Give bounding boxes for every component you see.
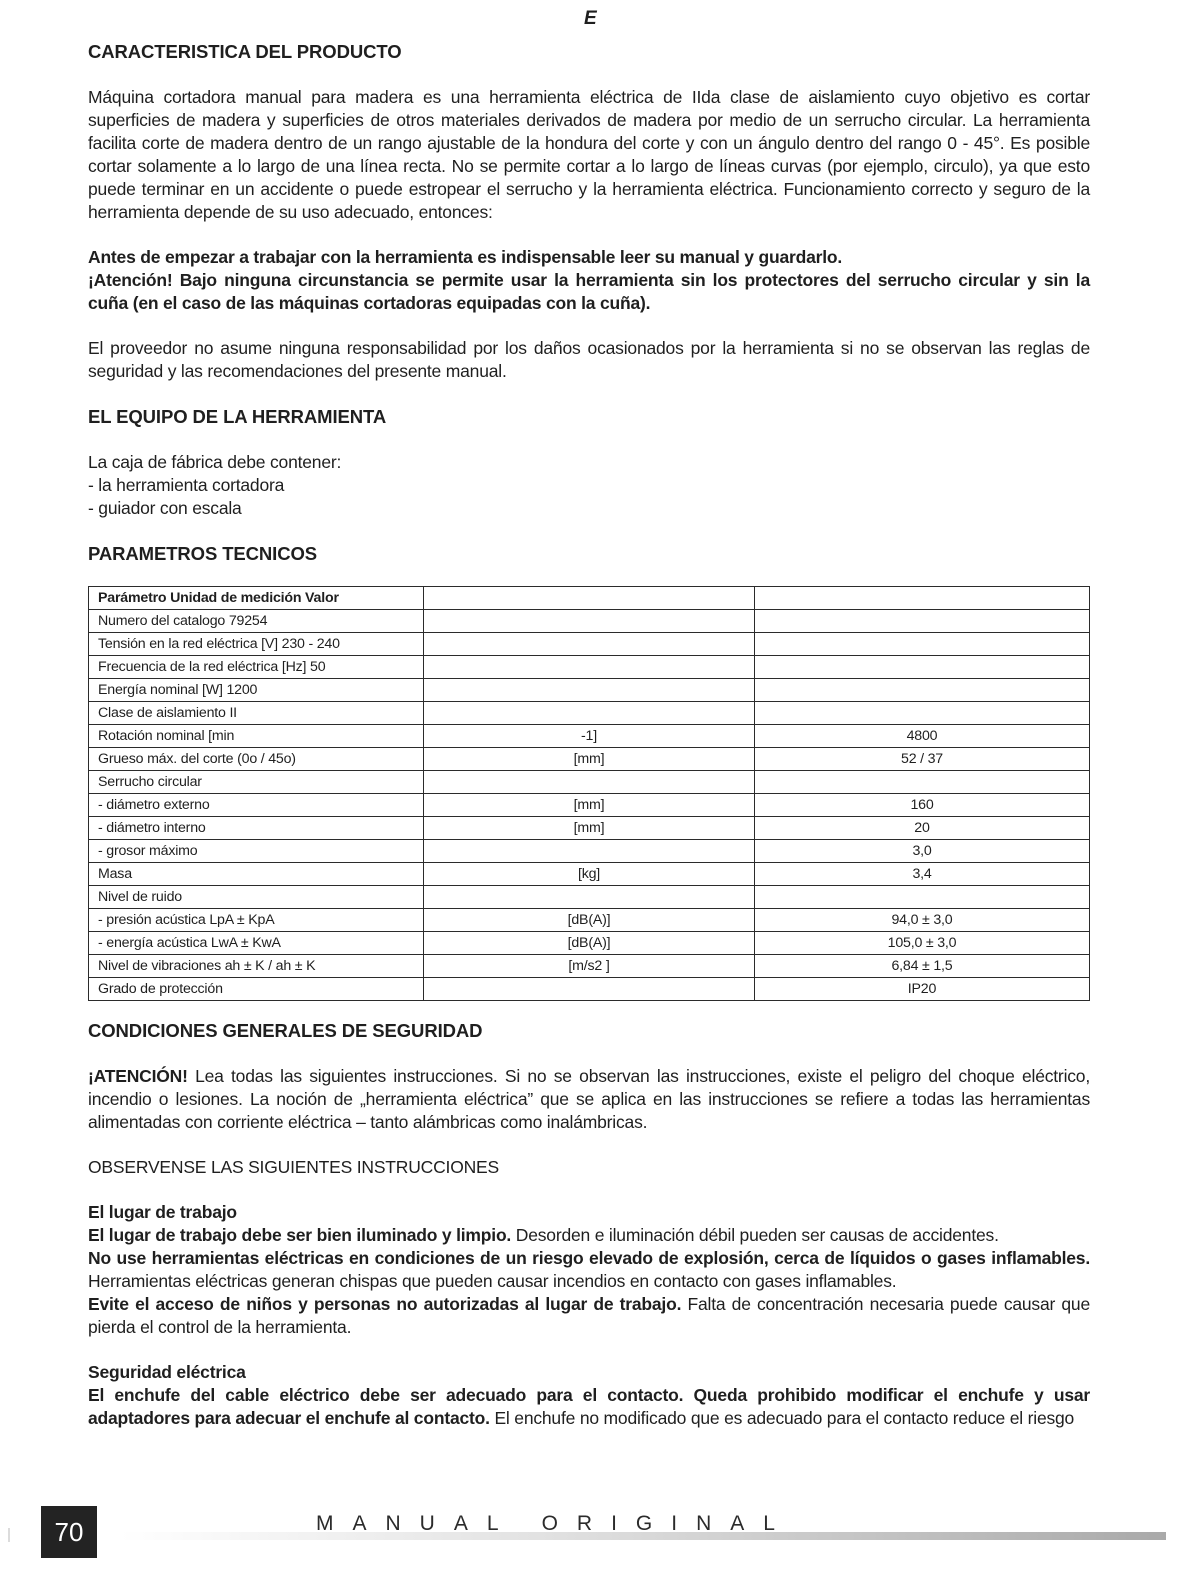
parameter-cell: Energía nominal [W] 1200	[89, 679, 424, 702]
workplace-title: El lugar de trabajo	[88, 1202, 237, 1222]
workplace-rule-3-bold: Evite el acceso de niños y personas no autorizadas al lugar de trabajo.	[88, 1294, 682, 1314]
value-cell	[755, 610, 1090, 633]
attention-paragraph	[88, 1065, 1090, 1134]
parameter-cell: - energía acústica LwA ± KwA	[89, 932, 424, 955]
workplace-rule-3-text: Falta de concentración necesaria puede causar que pierda el control de la herramienta.	[88, 1294, 1090, 1337]
section-heading-parameters: PARAMETROS TECNICOS	[88, 543, 318, 564]
table-row	[89, 794, 1090, 817]
electric-rule-1	[88, 1384, 1090, 1430]
parameter-cell: - presión acústica LpA ± KpA	[89, 909, 424, 932]
electric-rule-1-text: El enchufe no modificado que es adecuado para el contacto reduce el riesgo	[489, 1408, 1075, 1428]
technical-parameters-table	[88, 586, 1090, 1001]
value-cell: 3,4	[755, 863, 1090, 886]
workplace-rule-1-bold: El lugar de trabajo debe ser bien iluminado y limpio.	[88, 1225, 512, 1245]
value-cell	[755, 587, 1090, 610]
parameter-cell: Frecuencia de la red eléctrica [Hz] 50	[89, 656, 424, 679]
unit-cell: [dB(A)]	[424, 932, 755, 955]
attention-text: Lea todas las siguientes instrucciones. Si no se observan las instrucciones, existe el peligro del choque eléctrico, incendio o lesiones. La noción de „herramienta eléctrica” que se aplica en las instrucciones se refiere a todas las herramientas alimentadas con corriente eléctrica – tanto alámbricas como inalámbricas.	[88, 1066, 1090, 1132]
parameter-cell: - grosor máximo	[89, 840, 424, 863]
table-row	[89, 955, 1090, 978]
table-row	[89, 863, 1090, 886]
unit-cell: -1]	[424, 725, 755, 748]
unit-cell: [mm]	[424, 748, 755, 771]
unit-cell	[424, 587, 755, 610]
value-cell	[755, 886, 1090, 909]
section-heading-safety: CONDICIONES GENERALES DE SEGURIDAD	[88, 1020, 483, 1041]
parameter-cell: Parámetro Unidad de medición Valor	[89, 587, 424, 610]
equipment-item: - guiador con escala	[88, 498, 242, 518]
unit-cell	[424, 702, 755, 725]
table-row	[89, 656, 1090, 679]
unit-cell	[424, 771, 755, 794]
workplace-rule-2-text: Herramientas eléctricas generan chispas que pueden causar incendios en contacto con gases inflamables.	[88, 1271, 897, 1291]
table-row	[89, 817, 1090, 840]
parameter-cell: Tensión en la red eléctrica [V] 230 - 240	[89, 633, 424, 656]
document-body	[88, 40, 1090, 1430]
footer-label: MANUAL ORIGINAL	[316, 1512, 794, 1535]
page-number: 70	[41, 1506, 97, 1558]
equipment-item: - la herramienta cortadora	[88, 475, 285, 495]
table-row	[89, 932, 1090, 955]
value-cell: 3,0	[755, 840, 1090, 863]
value-cell	[755, 679, 1090, 702]
unit-cell	[424, 679, 755, 702]
guard-warning: ¡Atención! Bajo ninguna circunstancia se permite usar la herramienta sin los protectores del serrucho circular y sin la cuña (en el caso de las máquinas cortadoras equipadas con la cuña).	[88, 270, 1090, 313]
unit-cell	[424, 886, 755, 909]
unit-cell	[424, 633, 755, 656]
unit-cell: [m/s2 ]	[424, 955, 755, 978]
unit-cell: [mm]	[424, 794, 755, 817]
parameter-cell: Grueso máx. del corte (0o / 45o)	[89, 748, 424, 771]
unit-cell	[424, 840, 755, 863]
liability-disclaimer: El proveedor no asume ninguna responsabilidad por los daños ocasionados por la herramienta si no se observan las reglas de seguridad y las recomendaciones del presente manual.	[88, 338, 1090, 381]
product-description: Máquina cortadora manual para madera es una herramienta eléctrica de IIda clase de aislamiento cuyo objetivo es cortar superficies de madera y superficies de otros materiales derivados de madera por medio de un serrucho circular. La herramienta facilita corte de madera dentro de un rango ajustable de la hondura del corte y con un ángulo dentro del rango 0 - 45°. Es posible cortar solamente a lo largo de una línea recta. No se permite cortar a lo largo de líneas curvas (por ejemplo, circulo), ya que esto puede terminar en un accidente o puede estropear el serrucho y la herramienta eléctrica. Funcionamiento correcto y seguro de la herramienta depende de su uso adecuado, entonces:	[88, 87, 1090, 222]
table-row	[89, 840, 1090, 863]
unit-cell: [kg]	[424, 863, 755, 886]
value-cell	[755, 656, 1090, 679]
parameter-cell: Nivel de vibraciones ah ± K / ah ± K	[89, 955, 424, 978]
workplace-rule-2-bold: No use herramientas eléctricas en condiciones de un riesgo elevado de explosión, cerca de líquidos o gases inflamables.	[88, 1248, 1090, 1268]
table-row	[89, 633, 1090, 656]
section-heading-product: CARACTERISTICA DEL PRODUCTO	[88, 41, 402, 62]
parameter-cell: Masa	[89, 863, 424, 886]
value-cell	[755, 633, 1090, 656]
workplace-rule-1	[88, 1224, 1090, 1247]
read-manual-notice: Antes de empezar a trabajar con la herramienta es indispensable leer su manual y guardarlo.	[88, 247, 843, 267]
unit-cell: [dB(A)]	[424, 909, 755, 932]
equipment-intro: La caja de fábrica debe contener:	[88, 452, 342, 472]
margin-mark	[8, 1528, 10, 1542]
workplace-rule-1-text: Desorden e iluminación débil pueden ser causas de accidentes.	[511, 1225, 999, 1245]
workplace-rule-3	[88, 1293, 1090, 1339]
table-row	[89, 702, 1090, 725]
electric-rule-1-bold: El enchufe del cable eléctrico debe ser adecuado para el contacto. Queda prohibido modificar el enchufe y usar adaptadores para adecuar el enchufe al contacto.	[88, 1385, 1090, 1428]
table-row	[89, 748, 1090, 771]
observe-instructions: OBSERVENSE LAS SIGUIENTES INSTRUCCIONES	[88, 1157, 500, 1177]
language-mark: E	[584, 8, 597, 29]
unit-cell: [mm]	[424, 817, 755, 840]
table-row	[89, 886, 1090, 909]
value-cell: 6,84 ± 1,5	[755, 955, 1090, 978]
value-cell: 4800	[755, 725, 1090, 748]
parameter-cell: - diámetro externo	[89, 794, 424, 817]
attention-label: ¡ATENCIÓN!	[88, 1066, 188, 1086]
parameter-cell: Serrucho circular	[89, 771, 424, 794]
parameter-cell: Nivel de ruido	[89, 886, 424, 909]
table-row	[89, 610, 1090, 633]
value-cell: IP20	[755, 978, 1090, 1001]
table-row	[89, 978, 1090, 1001]
workplace-rule-2	[88, 1247, 1090, 1293]
table-row	[89, 725, 1090, 748]
unit-cell	[424, 978, 755, 1001]
table-header-row	[89, 587, 1090, 610]
parameter-cell: Clase de aislamiento II	[89, 702, 424, 725]
electric-title: Seguridad eléctrica	[88, 1362, 246, 1382]
parameter-cell: - diámetro interno	[89, 817, 424, 840]
value-cell: 94,0 ± 3,0	[755, 909, 1090, 932]
value-cell	[755, 771, 1090, 794]
table-row	[89, 771, 1090, 794]
value-cell: 160	[755, 794, 1090, 817]
table-row	[89, 679, 1090, 702]
unit-cell	[424, 656, 755, 679]
section-heading-equipment: EL EQUIPO DE LA HERRAMIENTA	[88, 406, 387, 427]
value-cell	[755, 702, 1090, 725]
value-cell: 52 / 37	[755, 748, 1090, 771]
value-cell: 105,0 ± 3,0	[755, 932, 1090, 955]
parameter-cell: Grado de protección	[89, 978, 424, 1001]
table-row	[89, 909, 1090, 932]
value-cell: 20	[755, 817, 1090, 840]
parameter-cell: Rotación nominal [min	[89, 725, 424, 748]
unit-cell	[424, 610, 755, 633]
parameter-cell: Numero del catalogo 79254	[89, 610, 424, 633]
